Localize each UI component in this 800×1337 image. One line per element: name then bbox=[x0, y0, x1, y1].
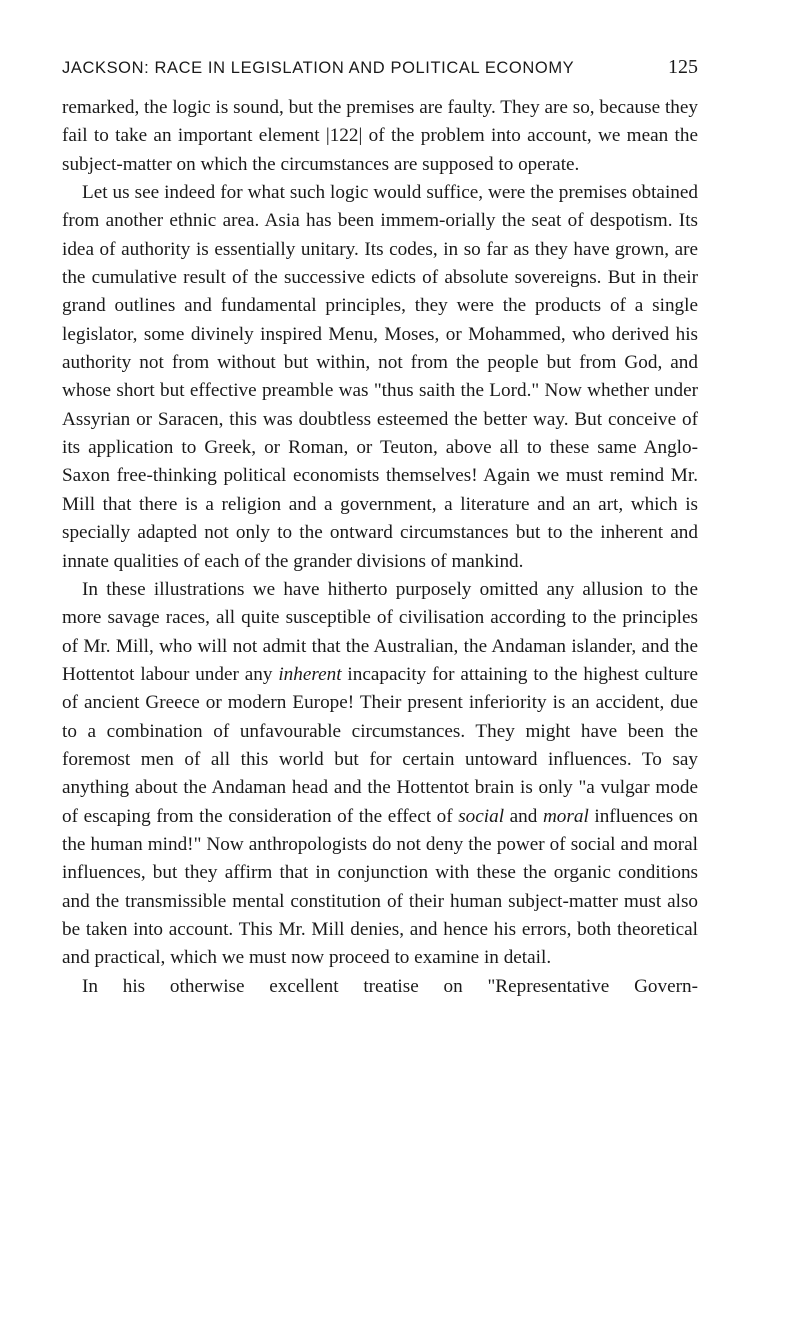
paragraph-text: and bbox=[504, 805, 543, 827]
book-page bbox=[62, 56, 698, 1001]
page-number: 125 bbox=[668, 56, 698, 78]
paragraph: Let us see indeed for what such logic would suffice, were the premises obtained from another ethnic area. Asia has been immem-orially the seat of despotism. Its idea of authority is essentially unitary. Its codes, in so far as they have grown, are the cumulative result of the successive edicts of absolute sovereigns. But in their grand outlines and fundamental principles, they were the products of a single legislator, some divinely inspired Menu, Moses, or Mohammed, who derived his authority not from without but within, not from the people but from God, and whose short but effective preamble was "thus saith the Lord." Now whether under Assyrian or Saracen, this was doubtless esteemed the better way. But conceive of its application to Greek, or Roman, or Teuton, above all to these same Anglo-Saxon free-thinking political economists themselves! Again we must remind Mr. Mill that there is a religion and a government, a literature and an art, which is specially adapted not only to the ontward circumstances but to the inherent and innate qualities of each of the grander divisions of mankind. bbox=[62, 182, 698, 572]
body-text bbox=[62, 94, 698, 1001]
emphasis-text: inherent bbox=[278, 663, 342, 685]
emphasis-text: moral bbox=[542, 805, 589, 827]
paragraph-continues: In his otherwise excellent treatise on "Representative Govern- bbox=[82, 975, 698, 997]
running-head bbox=[62, 56, 698, 84]
paragraph-text: influences on the human mind!" Now anthropologists do not deny the power of social and moral influences, but they affirm that in conjunction with these the organic conditions and the transmissible mental constitution of their human subject-matter must also be taken into account. This Mr. Mill denies, and hence his errors, both theoretical and practical, which we must now proceed to examine in detail. bbox=[62, 805, 698, 969]
paragraph-continued: remarked, the logic is sound, but the premises are faulty. They are so, because they fail to take an important element |122| of the problem into account, we mean the subject-matter on which the circumstances are supposed to operate. bbox=[62, 97, 698, 175]
paragraph bbox=[62, 576, 698, 973]
paragraph-text: In these illustrations we have hitherto purposely omitted any allusion to the more savage races, all quite susceptible of civilisation according to the principles of Mr. Mill, who will not admit that the Australian, the Andaman islander, and the Hottentot labour under any bbox=[62, 578, 698, 685]
paragraph-text: incapacity for attaining to the highest culture of ancient Greece or modern Europe! Their present inferiority is an accident, due to a combination of unfavourable circumstances. They might have been the foremost men of all this world but for certain untoward influences. To say anything about the Andaman head and the Hottentot brain is only "a vulgar mode of escaping from the consideration of the effect of bbox=[62, 663, 698, 827]
running-head-title: JACKSON: RACE IN LEGISLATION AND POLITICAL ECONOMY bbox=[62, 59, 575, 77]
emphasis-text: social bbox=[458, 805, 505, 827]
